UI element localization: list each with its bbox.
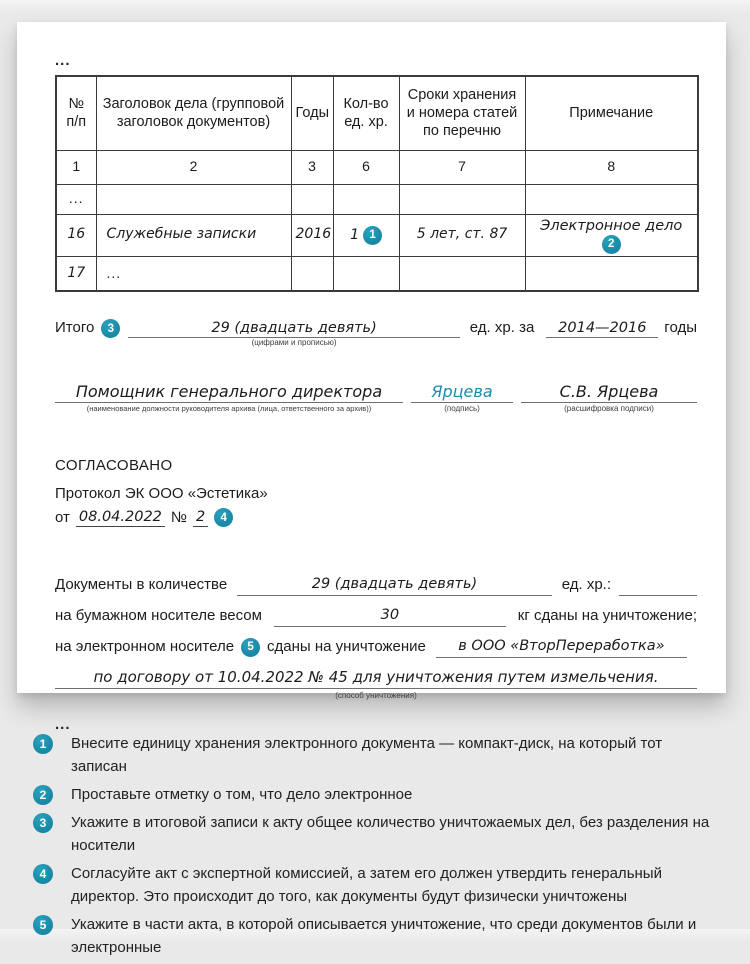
line2-weight-value: 30 [380, 607, 400, 624]
cell-row-num: 17 [56, 256, 96, 291]
cell-row-num: 16 [56, 214, 96, 256]
signature-name-value: С.В. Ярцева [521, 382, 697, 403]
cell-title: ... [96, 256, 291, 291]
cell [333, 184, 399, 214]
totals-count-blank [128, 319, 459, 348]
totals-middle-label: ед. хр. за [469, 319, 535, 337]
row-ellipsis-cell: ... [56, 184, 96, 214]
ellipsis-top: ... [55, 52, 71, 69]
note-text-1: Внесите единицу хранения электронного документа — компакт-диск, на который тот записан [71, 735, 663, 775]
col-number: 2 [96, 150, 291, 184]
totals-years-suffix: годы [664, 319, 697, 337]
callout-badge-4: 4 [214, 508, 233, 527]
note-badge-1: 1 [33, 734, 53, 754]
totals-years-blank [546, 319, 658, 338]
cell [525, 256, 698, 291]
cell [291, 256, 333, 291]
approval-date-line [55, 508, 726, 527]
note-text-4: Согласуйте акт с экспертной комиссией, а затем его должен утвердить генеральный директор. Это происходит до того, как документы будут физически уничтожены [71, 865, 662, 905]
note-item-1 [33, 732, 725, 778]
signature-name-caption: (расшифровка подписи) [564, 404, 654, 414]
approval-number-sign: № [170, 509, 188, 527]
col-number: 1 [56, 150, 96, 184]
totals-count-value: 29 (двадцать девять) [211, 320, 377, 337]
note-text-5: Укажите в части акта, в которой описывается уничтожение, что среди документов были и электронные [71, 916, 697, 956]
cell [96, 184, 291, 214]
approval-protocol-line: Протокол ЭК ООО «Эстетика» [55, 485, 268, 503]
signature-sign-block [411, 382, 513, 413]
totals-count-caption: (цифрами и прописью) [251, 338, 337, 348]
signature-position-value: Помощник генерального директора [55, 382, 403, 403]
note-item-3 [33, 811, 725, 857]
note-badge-3: 3 [33, 813, 53, 833]
line1-count-blank [237, 575, 552, 596]
line1-empty-blank [619, 575, 697, 596]
approval-block [55, 457, 726, 527]
table-row-16 [56, 214, 698, 256]
line2-weight-blank [274, 606, 506, 627]
note-item-2 [33, 783, 725, 806]
signature-sign-caption: (подпись) [444, 404, 480, 414]
totals-label: Итого [55, 319, 95, 337]
approval-title: СОГЛАСОВАНО [55, 457, 173, 475]
note-badge-5: 5 [33, 915, 53, 935]
destruction-line-3 [55, 637, 697, 658]
table-row-17 [56, 256, 698, 291]
line3-recipient-blank [436, 637, 687, 658]
col-number: 6 [333, 150, 399, 184]
table-header-row [56, 76, 698, 150]
col-number: 3 [291, 150, 333, 184]
callout-badge-5: 5 [241, 638, 260, 657]
col-header-years: Годы [291, 76, 333, 150]
col-number: 8 [525, 150, 698, 184]
note-text-2: Проставьте отметку о том, что дело электронное [71, 786, 413, 803]
col-number: 7 [399, 150, 525, 184]
files-table [55, 75, 699, 292]
totals-years-value: 2014—2016 [558, 320, 647, 337]
note-value: Электронное дело [540, 217, 683, 234]
line3-prefix: на электронном носителе [55, 638, 235, 656]
document-sheet [17, 22, 726, 734]
cell-qty [333, 214, 399, 256]
line1-prefix: Документы в количестве [55, 576, 228, 594]
destruction-line-1 [55, 575, 697, 596]
signature-position-caption: (наименование должности руководителя архива (лица, ответственного за архив)) [86, 404, 372, 414]
destruction-block [55, 575, 697, 733]
note-text-3: Укажите в итоговой записи к акту общее количество уничтожаемых дел, без разделения на носители [71, 814, 710, 854]
table-row-ellipsis [56, 184, 698, 214]
approval-date-value: 08.04.2022 [76, 509, 165, 527]
callout-badge-3: 3 [101, 319, 120, 338]
cell [399, 184, 525, 214]
signature-name-block [521, 382, 697, 413]
callout-notes-list [33, 732, 725, 964]
note-item-4 [33, 862, 725, 908]
signature-row [55, 382, 697, 413]
ellipsis-bottom: ... [55, 716, 71, 734]
line3-mid: сданы на уничтожение [267, 638, 426, 656]
cell-term: 5 лет, ст. 87 [399, 214, 525, 256]
qty-value: 1 [349, 226, 360, 243]
totals-row [55, 319, 697, 348]
line1-count-value: 29 (двадцать девять) [311, 576, 478, 593]
line1-suffix: ед. хр.: [561, 576, 611, 594]
line4-contract-value: по договору от 10.04.2022 № 45 для уничтожения путем измельчения. [93, 668, 659, 687]
approval-number-value: 2 [193, 509, 208, 527]
callout-badge-1: 1 [363, 226, 382, 245]
cell [525, 184, 698, 214]
cell [399, 256, 525, 291]
note-item-5 [33, 913, 725, 959]
col-header-term: Сроки хранения и номера статей по перечню [399, 76, 525, 150]
cell-years: 2016 [291, 214, 333, 256]
cell-title: Служебные записки [96, 214, 291, 256]
signature-position-block [55, 382, 403, 413]
destruction-line-2 [55, 606, 697, 627]
col-header-note: Примечание [525, 76, 698, 150]
line2-prefix: на бумажном носителе весом [55, 607, 262, 625]
col-header-qty: Кол-во ед. хр. [333, 76, 399, 150]
approval-date-prefix: от [55, 509, 70, 527]
col-header-num: № п/п [56, 76, 96, 150]
signature-autograph: Ярцева [411, 382, 513, 403]
cell [291, 184, 333, 214]
cell-note [525, 214, 698, 256]
note-badge-4: 4 [33, 864, 53, 884]
note-badge-2: 2 [33, 785, 53, 805]
column-numbers-row [56, 150, 698, 184]
col-header-title: Заголовок дела (групповой заголовок документов) [96, 76, 291, 150]
callout-badge-2: 2 [602, 235, 621, 254]
line2-suffix: кг сданы на уничтожение; [517, 607, 697, 625]
destruction-line-4 [55, 668, 697, 689]
line3-recipient-value: в ООО «ВторПереработка» [458, 638, 665, 655]
cell [333, 256, 399, 291]
destruction-method-caption: (способ уничтожения) [335, 691, 417, 701]
